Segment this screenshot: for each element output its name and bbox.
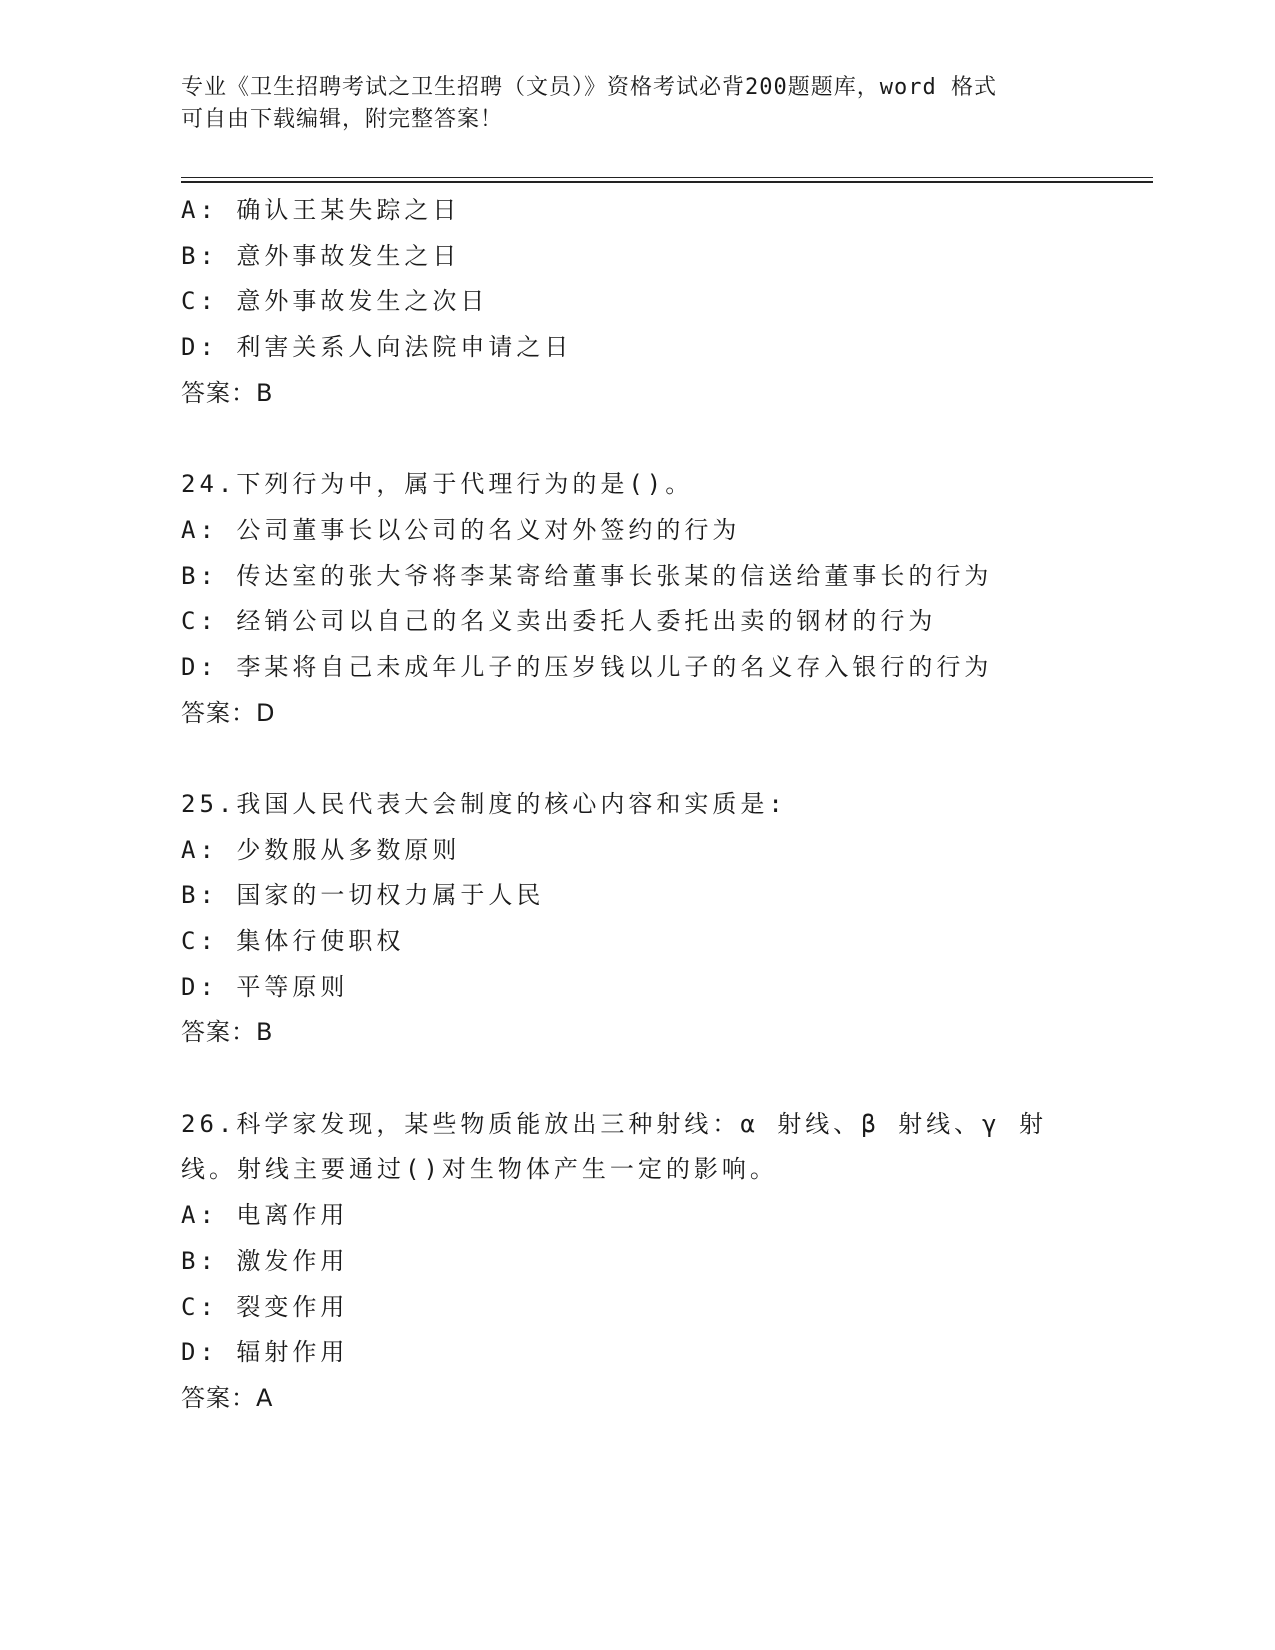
option-a: A: 电离作用 [181,1201,349,1230]
option-c: C: 经销公司以自己的名义卖出委托人委托出卖的钢材的行为 [181,607,937,636]
option-b: B: 意外事故发生之日 [181,241,461,270]
document-header [181,72,1061,136]
question-block-previous [181,188,1061,416]
option-d: D: 辐射作用 [181,1338,349,1367]
question-block-24 [181,462,1061,736]
option-d: D: 平等原则 [181,972,349,1001]
question-block-25 [181,782,1061,1056]
option-c: C: 意外事故发生之次日 [181,287,489,316]
header-divider-thin [181,177,1153,178]
answer-line: 答案：D [181,698,276,727]
spacer [181,416,1061,462]
answer-line: 答案：B [181,1018,274,1047]
option-a: A: 公司董事长以公司的名义对外签约的行为 [181,515,741,544]
answer-line: 答案：A [181,1383,274,1412]
question-stem: 25.我国人民代表大会制度的核心内容和实质是: [181,789,787,818]
header-divider-thick [181,181,1153,183]
spacer [181,736,1061,782]
answer-line: 答案：B [181,378,274,407]
option-c: C: 裂变作用 [181,1292,349,1321]
question-block-26 [181,1102,1061,1422]
spacer [181,1056,1061,1102]
option-d: D: 利害关系人向法院申请之日 [181,333,573,362]
option-c: C: 集体行使职权 [181,927,405,955]
option-a: A: 少数服从多数原则 [181,835,461,864]
question-stem: 24.下列行为中，属于代理行为的是()。 [181,470,694,499]
option-d: D: 李某将自己未成年儿子的压岁钱以儿子的名义存入银行的行为 [181,652,993,681]
option-b: B: 传达室的张大爷将李某寄给董事长张某的信送给董事长的行为 [181,561,993,590]
option-b: B: 国家的一切权力属于人民 [181,881,545,910]
question-stem-line-1: 26.科学家发现，某些物质能放出三种射线：α 射线、β 射线、γ 射 [181,1109,1048,1138]
question-stem-line-2: 线。射线主要通过()对生物体产生一定的影响。 [181,1155,778,1184]
header-title-line-2: 可自由下载编辑，附完整答案！ [181,107,504,132]
option-b: B: 激发作用 [181,1246,349,1275]
option-a: A: 确认王某失踪之日 [181,196,461,224]
header-title-line-1: 专业《卫生招聘考试之卫生招聘（文员）》资格考试必背200题题库，word 格式 [181,75,997,100]
question-list [181,188,1061,1422]
